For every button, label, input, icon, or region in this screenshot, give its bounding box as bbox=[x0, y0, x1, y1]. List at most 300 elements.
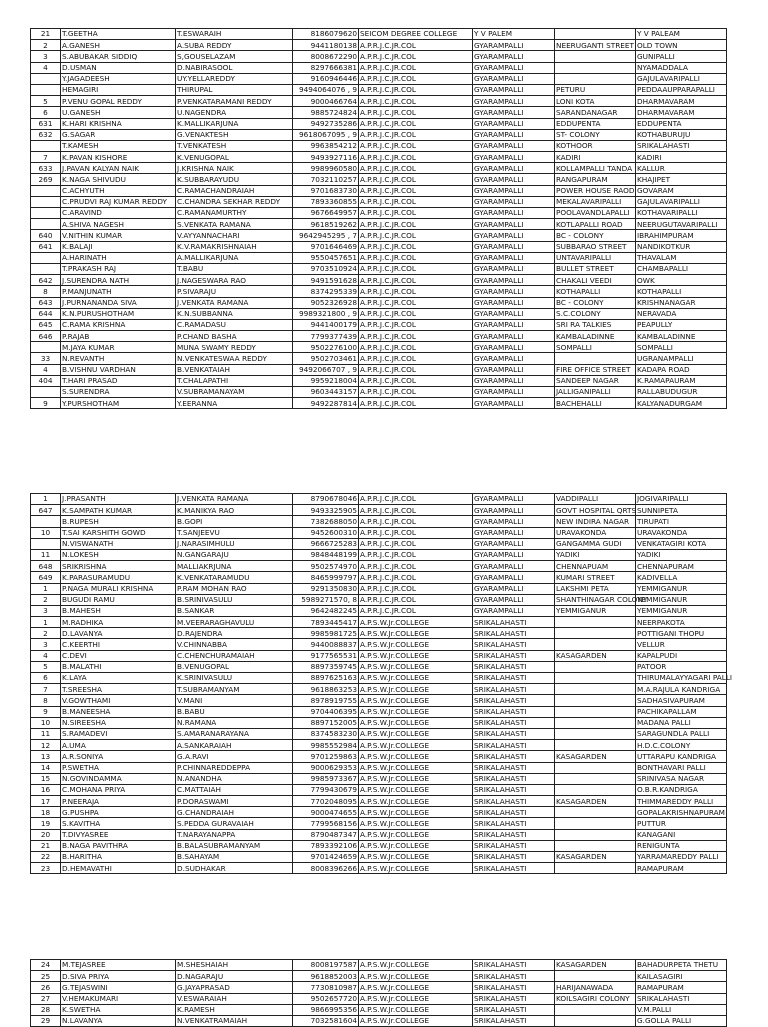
phone-number-cell: 9701646469 bbox=[293, 241, 359, 252]
serial-number-cell: 5 bbox=[31, 96, 61, 107]
student-name-cell: K.BALAJI bbox=[61, 241, 176, 252]
student-name-cell: B.RUPESH bbox=[61, 516, 176, 527]
street-cell: BC - COLONY bbox=[555, 297, 636, 308]
phone-number-cell: 9452600310 bbox=[293, 527, 359, 538]
phone-number-cell: 7382688050 bbox=[293, 516, 359, 527]
table-row bbox=[31, 840, 727, 851]
village-cell: KADIRI bbox=[636, 152, 727, 163]
table-row bbox=[31, 982, 727, 993]
college-cell: A.P.S.W.Jr.COLLEGE bbox=[359, 993, 473, 1004]
student-table-section-2 bbox=[30, 493, 733, 874]
student-name-cell: T.HARI PRASAD bbox=[61, 375, 176, 386]
college-cell: A.P.R.J.C.JR.COL bbox=[359, 208, 473, 219]
village-cell: PACHIKAPALLAM bbox=[636, 706, 727, 717]
serial-number-cell: 2 bbox=[31, 40, 61, 51]
village-cell: PUTTUR bbox=[636, 818, 727, 829]
serial-number-cell: 29 bbox=[31, 1015, 61, 1026]
serial-number-cell: 643 bbox=[31, 297, 61, 308]
college-cell: A.P.S.W.Jr.COLLEGE bbox=[359, 829, 473, 840]
table-row bbox=[31, 639, 727, 650]
table-row bbox=[31, 40, 727, 51]
phone-number-cell: 7730810987 bbox=[293, 982, 359, 993]
street-cell: POWER HOUSE RAOD bbox=[556, 186, 635, 196]
college-place-cell: GYARAMPALLI bbox=[473, 40, 555, 51]
street-cell: LONI KOTA bbox=[555, 96, 636, 107]
college-place-cell: GYARAMPALLI bbox=[473, 387, 555, 398]
phone-number-cell: 9703510924 bbox=[293, 263, 359, 274]
college-place-cell: GYARAMPALLI bbox=[473, 494, 555, 505]
village-cell: CHAMBAPALLI bbox=[636, 263, 727, 274]
phone-number-cell: 8790487347 bbox=[293, 829, 359, 840]
street-cell: YADIKI bbox=[555, 549, 636, 560]
student-name-cell: A.R.SONIYA bbox=[61, 751, 176, 762]
college-cell: A.P.R.J.C.JR.COL bbox=[359, 308, 473, 319]
parent-name-cell: G.A.RAVI bbox=[176, 751, 293, 762]
serial-number-cell bbox=[31, 73, 61, 84]
serial-number-cell: 12 bbox=[31, 740, 61, 751]
table-row bbox=[31, 331, 727, 342]
college-cell: A.P.S.W.Jr.COLLEGE bbox=[359, 617, 473, 628]
college-place-cell: SRIKALAHASTI bbox=[473, 796, 555, 807]
village-cell: KHAJIPET bbox=[636, 174, 727, 185]
student-name-cell: T.PRAKASH RAJ bbox=[61, 263, 176, 274]
student-name-cell: N.GOVINDAMMA bbox=[61, 773, 176, 784]
village-cell: YADIKI bbox=[636, 549, 727, 560]
student-name-cell: P.VENU GOPAL REDDY bbox=[61, 96, 176, 107]
parent-name-cell: J.VENKATA RAMANA bbox=[176, 297, 293, 308]
phone-number-cell: 8008197587 bbox=[293, 960, 359, 971]
college-cell: A.P.R.J.C.JR.COL bbox=[359, 342, 473, 353]
serial-number-cell: 11 bbox=[31, 728, 61, 739]
college-place-cell: SRIKALAHASTI bbox=[473, 982, 555, 993]
parent-name-cell: B.VENKATAIAH bbox=[176, 364, 293, 375]
serial-number-cell: 1 bbox=[31, 583, 61, 594]
serial-number-cell bbox=[31, 208, 61, 219]
street-cell: UNTAVARIPALLI bbox=[555, 252, 636, 263]
phone-number-cell: 7799568156 bbox=[293, 818, 359, 829]
table-row bbox=[31, 818, 727, 829]
phone-number-cell: 9291350830 bbox=[293, 583, 359, 594]
college-place-cell: GYARAMPALLI bbox=[473, 140, 555, 151]
phone-number-cell: 9441180138 bbox=[293, 40, 359, 51]
serial-number-cell: 633 bbox=[31, 163, 61, 174]
college-cell: A.P.R.J.C.JR.COL bbox=[359, 96, 473, 107]
serial-number-cell bbox=[31, 342, 61, 353]
college-cell: A.P.S.W.Jr.COLLEGE bbox=[359, 852, 473, 863]
parent-name-cell: A.MALLIKARJUNA bbox=[176, 252, 293, 263]
table-row bbox=[31, 829, 727, 840]
phone-number-cell: 5989271570, 8 bbox=[293, 594, 359, 605]
parent-name-cell: T.VENKATESH bbox=[176, 140, 293, 151]
phone-number-cell: 8008396266 bbox=[293, 863, 359, 874]
street-cell: ST- COLONY bbox=[555, 129, 636, 140]
student-name-cell: J.PAVAN KALYAN NAIK bbox=[61, 163, 176, 174]
college-place-cell: GYARAMPALLI bbox=[473, 219, 555, 230]
phone-number-cell: 9502657720 bbox=[293, 993, 359, 1004]
phone-number-cell: 8186079620 bbox=[293, 29, 359, 40]
student-name-cell: D.HEMAVATHI bbox=[61, 863, 176, 874]
student-name-cell: C.ACHYUTH bbox=[61, 185, 176, 196]
college-cell: A.P.R.J.C.JR.COL bbox=[359, 62, 473, 73]
serial-number-cell: 23 bbox=[31, 863, 61, 874]
student-name-cell: M.RADHIKA bbox=[61, 617, 176, 628]
college-cell: A.P.R.J.C.JR.COL bbox=[359, 263, 473, 274]
college-cell: A.P.R.J.C.JR.COL bbox=[359, 241, 473, 252]
student-name-cell: T.DIVYASREE bbox=[61, 829, 176, 840]
college-place-cell: SRIKALAHASTI bbox=[473, 829, 555, 840]
village-cell: GOPALAKRISHNAPURAM bbox=[637, 807, 725, 817]
phone-number-cell: 8897625163 bbox=[293, 673, 359, 684]
phone-number-cell: 9701259863 bbox=[293, 751, 359, 762]
street-cell: KAMBALADINNE bbox=[555, 331, 636, 342]
street-cell bbox=[555, 673, 636, 684]
college-place-cell: GYARAMPALLI bbox=[473, 286, 555, 297]
serial-number-cell: 20 bbox=[31, 829, 61, 840]
street-cell bbox=[555, 762, 636, 773]
college-place-cell: GYARAMPALLI bbox=[473, 275, 555, 286]
college-cell: A.P.S.W.Jr.COLLEGE bbox=[359, 728, 473, 739]
street-cell: KASAGARDEN bbox=[555, 751, 636, 762]
phone-number-cell: 9502276100 bbox=[293, 342, 359, 353]
college-cell: A.P.S.W.Jr.COLLEGE bbox=[359, 695, 473, 706]
college-place-cell: GYARAMPALLI bbox=[473, 51, 555, 62]
student-name-cell: P.SWETHA bbox=[61, 762, 176, 773]
college-place-cell: SRIKALAHASTI bbox=[473, 1015, 555, 1026]
village-cell: IBRAHIMPURAM bbox=[636, 230, 727, 241]
phone-number-cell: 9160946446 bbox=[293, 73, 359, 84]
serial-number-cell bbox=[31, 196, 61, 207]
parent-name-cell: V.CHINNABBA bbox=[176, 639, 293, 650]
serial-number-cell: 22 bbox=[31, 852, 61, 863]
student-name-cell: D.USMAN bbox=[61, 62, 176, 73]
college-cell: A.P.S.W.Jr.COLLEGE bbox=[359, 863, 473, 874]
serial-number-cell: 7 bbox=[31, 152, 61, 163]
student-name-cell: C.KEERTHI bbox=[61, 639, 176, 650]
serial-number-cell: 11 bbox=[31, 549, 61, 560]
college-cell: A.P.R.J.C.JR.COL bbox=[359, 252, 473, 263]
college-place-cell: GYARAMPALLI bbox=[473, 297, 555, 308]
college-cell: A.P.S.W.Jr.COLLEGE bbox=[359, 1004, 473, 1015]
parent-name-cell: S.VENKATA RAMANA bbox=[176, 219, 293, 230]
parent-name-cell: D.SUDHAKAR bbox=[176, 863, 293, 874]
parent-name-cell: D.NAGARAJU bbox=[176, 971, 293, 982]
street-cell bbox=[555, 971, 636, 982]
village-cell: KOTHABURUJU bbox=[636, 129, 727, 140]
college-place-cell: GYARAMPALLI bbox=[473, 129, 555, 140]
student-name-cell: HEMAGIRI bbox=[61, 84, 176, 95]
serial-number-cell bbox=[31, 252, 61, 263]
village-cell: NEERUGUTAVARIPALLI bbox=[636, 219, 727, 230]
village-cell: KADAPA ROAD bbox=[636, 364, 727, 375]
college-cell: A.P.R.J.C.JR.COL bbox=[359, 538, 473, 549]
student-name-cell: B.MANEESHA bbox=[61, 706, 176, 717]
phone-number-cell: 9666725283 bbox=[293, 538, 359, 549]
college-cell: A.P.R.J.C.JR.COL bbox=[359, 505, 473, 516]
parent-name-cell: P.RAM MOHAN RAO bbox=[176, 583, 293, 594]
parent-name-cell: K.N.SUBBANNA bbox=[176, 308, 293, 319]
parent-name-cell: N.VENKATESWAA REDDY bbox=[176, 353, 293, 364]
college-cell: A.P.R.J.C.JR.COL bbox=[359, 549, 473, 560]
table-row bbox=[31, 29, 727, 40]
table-row bbox=[31, 230, 727, 241]
street-cell: KUMARI STREET bbox=[555, 572, 636, 583]
parent-name-cell: K.VENUGOPAL bbox=[176, 152, 293, 163]
student-name-cell: D.LAVANYA bbox=[61, 628, 176, 639]
college-cell: A.P.S.W.Jr.COLLEGE bbox=[359, 971, 473, 982]
village-cell: YEMMIGANUR bbox=[636, 594, 727, 605]
serial-number-cell: 18 bbox=[31, 807, 61, 818]
street-cell: KOTHOOR bbox=[555, 140, 636, 151]
serial-number-cell: 649 bbox=[31, 572, 61, 583]
college-cell: A.P.R.J.C.JR.COL bbox=[359, 73, 473, 84]
serial-number-cell: 640 bbox=[31, 230, 61, 241]
college-place-cell: SRIKALAHASTI bbox=[473, 639, 555, 650]
street-cell: PETURU bbox=[555, 84, 636, 95]
college-cell: A.P.R.J.C.JR.COL bbox=[359, 516, 473, 527]
phone-number-cell: 7893392106 bbox=[293, 840, 359, 851]
college-place-cell: GYARAMPALLI bbox=[473, 252, 555, 263]
serial-number-cell: 1 bbox=[31, 617, 61, 628]
phone-number-cell: 9963854212 bbox=[293, 140, 359, 151]
table-row bbox=[31, 993, 727, 1004]
college-cell: A.P.S.W.Jr.COLLEGE bbox=[359, 796, 473, 807]
street-cell: POOLAVANDLAPALLI bbox=[555, 208, 636, 219]
phone-number-cell: 9701683730 bbox=[293, 185, 359, 196]
serial-number-cell: 642 bbox=[31, 275, 61, 286]
college-cell: A.P.R.J.C.JR.COL bbox=[359, 140, 473, 151]
table-row bbox=[31, 971, 727, 982]
serial-number-cell: 16 bbox=[31, 784, 61, 795]
student-name-cell: C.PRUDVI RAJ KUMAR REDDY bbox=[61, 196, 176, 207]
college-place-cell: SRIKALAHASTI bbox=[473, 762, 555, 773]
student-name-cell: A.GANESH bbox=[61, 40, 176, 51]
parent-name-cell: K.VENKATARAMUDU bbox=[176, 572, 293, 583]
student-name-cell: T.KAMESH bbox=[61, 140, 176, 151]
college-cell: A.P.R.J.C.JR.COL bbox=[359, 230, 473, 241]
student-name-cell: P.RAJAB bbox=[61, 331, 176, 342]
phone-number-cell: 7893360855 bbox=[293, 196, 359, 207]
village-cell: VELLUR bbox=[636, 639, 727, 650]
college-place-cell: GYARAMPALLI bbox=[473, 163, 555, 174]
parent-name-cell: B.SRINIVASULU bbox=[176, 594, 293, 605]
village-cell: SRIKALAHASTI bbox=[636, 993, 727, 1004]
street-cell: KASAGARDEN bbox=[555, 852, 636, 863]
serial-number-cell: 2 bbox=[31, 628, 61, 639]
college-place-cell: GYARAMPALLI bbox=[473, 208, 555, 219]
street-cell: MEKALAVARIPALLI bbox=[555, 196, 636, 207]
college-place-cell: SRIKALAHASTI bbox=[473, 840, 555, 851]
street-cell bbox=[555, 863, 636, 874]
table-row bbox=[31, 286, 727, 297]
street-cell bbox=[555, 829, 636, 840]
village-cell: KAMBALADINNE bbox=[636, 331, 727, 342]
parent-name-cell: A.SUBA REDDY bbox=[176, 40, 293, 51]
student-name-cell: G.SAGAR bbox=[61, 129, 176, 140]
street-cell bbox=[555, 29, 636, 40]
table-row bbox=[31, 84, 727, 95]
phone-number-cell: 9885724824 bbox=[293, 107, 359, 118]
phone-number-cell: 9985973367 bbox=[293, 773, 359, 784]
village-cell: RENIGUNTA bbox=[636, 840, 727, 851]
phone-number-cell: 9701424659 bbox=[293, 852, 359, 863]
table-row bbox=[31, 140, 727, 151]
college-place-cell: Y V PALEM bbox=[473, 29, 555, 40]
village-cell: K.RAMAPAURAM bbox=[636, 375, 727, 386]
college-cell: A.P.S.W.Jr.COLLEGE bbox=[359, 982, 473, 993]
parent-name-cell: V.ESWARAIAH bbox=[176, 993, 293, 1004]
village-cell: PEDDAAUPPARAPALLI bbox=[636, 84, 727, 95]
college-place-cell: SRIKALAHASTI bbox=[473, 971, 555, 982]
college-place-cell: GYARAMPALLI bbox=[473, 561, 555, 572]
street-cell: KASAGARDEN bbox=[555, 650, 636, 661]
serial-number-cell: 13 bbox=[31, 751, 61, 762]
parent-name-cell: T.ESWARAIH bbox=[176, 29, 293, 40]
village-cell: NANDIKOTKUR bbox=[636, 241, 727, 252]
street-cell: BACHEHALLI bbox=[555, 398, 636, 409]
college-cell: A.P.S.W.Jr.COLLEGE bbox=[359, 1015, 473, 1026]
phone-number-cell: 9000466764 bbox=[293, 96, 359, 107]
phone-number-cell: 9989321800 , 9 bbox=[293, 308, 359, 319]
street-cell: BULLET STREET bbox=[555, 263, 636, 274]
college-place-cell: SRIKALAHASTI bbox=[473, 960, 555, 971]
street-cell bbox=[555, 1015, 636, 1026]
serial-number-cell: 3 bbox=[31, 605, 61, 616]
college-place-cell: SRIKALAHASTI bbox=[473, 695, 555, 706]
serial-number-cell: 645 bbox=[31, 319, 61, 330]
student-name-cell: K.PARASURAMUDU bbox=[61, 572, 176, 583]
parent-name-cell: K.MALLIKARJUNA bbox=[176, 118, 293, 129]
parent-name-cell: M.VEERARAGHAVULU bbox=[176, 617, 293, 628]
table-row bbox=[31, 617, 727, 628]
table-row bbox=[31, 960, 727, 971]
table-row bbox=[31, 628, 727, 639]
college-cell: A.P.R.J.C.JR.COL bbox=[359, 364, 473, 375]
parent-name-cell: MALLIAKRJUNA bbox=[176, 561, 293, 572]
village-cell: Y V PALEAM bbox=[636, 29, 727, 40]
college-cell: A.P.R.J.C.JR.COL bbox=[359, 583, 473, 594]
street-cell: KASAGARDEN bbox=[555, 796, 636, 807]
college-place-cell: SRIKALAHASTI bbox=[473, 818, 555, 829]
parent-name-cell: S.AMARANARAYANA bbox=[176, 728, 293, 739]
table-row bbox=[31, 796, 727, 807]
serial-number-cell: 632 bbox=[31, 129, 61, 140]
parent-name-cell: P.CHINNAREDDEPPA bbox=[176, 762, 293, 773]
college-cell: A.P.R.J.C.JR.COL bbox=[359, 174, 473, 185]
table-row bbox=[31, 185, 727, 196]
table-row bbox=[31, 583, 727, 594]
student-name-cell: P.NAGA MURALI KRISHNA bbox=[61, 583, 176, 594]
college-place-cell: GYARAMPALLI bbox=[473, 516, 555, 527]
college-place-cell: SRIKALAHASTI bbox=[473, 1004, 555, 1015]
parent-name-cell: C.CHENCHURAMAIAH bbox=[176, 650, 293, 661]
village-cell: G.GOLLA PALLI bbox=[636, 1015, 727, 1026]
college-place-cell: GYARAMPALLI bbox=[473, 319, 555, 330]
serial-number-cell: 5 bbox=[31, 661, 61, 672]
parent-name-cell: C.RAMACHANDRAIAH bbox=[176, 185, 293, 196]
table-row bbox=[31, 807, 727, 818]
village-cell: NEERPAKOTA bbox=[636, 617, 727, 628]
phone-number-cell: 9985981725 bbox=[293, 628, 359, 639]
table-row bbox=[31, 1004, 727, 1015]
street-cell: GOVT HOSPITAL QRTS bbox=[556, 505, 637, 515]
parent-name-cell: N.ANANDHA bbox=[176, 773, 293, 784]
college-place-cell: SRIKALAHASTI bbox=[473, 617, 555, 628]
parent-name-cell: B.VENUGOPAL bbox=[176, 661, 293, 672]
street-cell bbox=[555, 617, 636, 628]
table-row bbox=[31, 762, 727, 773]
parent-name-cell: J.NARASIMHULU bbox=[176, 538, 293, 549]
street-cell bbox=[555, 51, 636, 62]
student-table-section-3 bbox=[30, 959, 727, 1027]
parent-name-cell: G.VENAKTESH bbox=[176, 129, 293, 140]
student-name-cell: SRIKRISHNA bbox=[61, 561, 176, 572]
table-row bbox=[31, 107, 727, 118]
table-row bbox=[31, 773, 727, 784]
street-cell bbox=[555, 740, 636, 751]
phone-number-cell: 9502703461 bbox=[293, 353, 359, 364]
parent-name-cell: U.NAGENDRA bbox=[176, 107, 293, 118]
serial-number-cell: 648 bbox=[31, 561, 61, 572]
street-cell bbox=[555, 807, 636, 818]
street-cell: URAVAKONDA bbox=[555, 527, 636, 538]
serial-number-cell bbox=[31, 387, 61, 398]
table-row bbox=[31, 297, 727, 308]
student-name-cell: B.VISHNU VARDHAN bbox=[61, 364, 176, 375]
college-place-cell: SRIKALAHASTI bbox=[473, 784, 555, 795]
village-cell: EDDUPENTA bbox=[636, 118, 727, 129]
college-place-cell: SRIKALAHASTI bbox=[473, 673, 555, 684]
college-place-cell: SRIKALAHASTI bbox=[473, 807, 555, 818]
phone-number-cell: 9618067095 , 9 bbox=[293, 129, 359, 140]
student-name-cell: C.RAMA KRISHNA bbox=[61, 319, 176, 330]
village-cell: JOGIVARIPALLI bbox=[636, 494, 727, 505]
student-name-cell: T.SREESHA bbox=[61, 684, 176, 695]
table-row bbox=[31, 728, 727, 739]
college-cell: A.P.R.J.C.JR.COL bbox=[359, 163, 473, 174]
parent-name-cell: C.CHANDRA SEKHAR REDDY bbox=[176, 196, 293, 207]
phone-number-cell: 8897152005 bbox=[293, 717, 359, 728]
serial-number-cell bbox=[31, 140, 61, 151]
phone-number-cell: 9492066707 , 9 bbox=[293, 364, 359, 375]
student-name-cell: S.SURENDRA bbox=[61, 387, 176, 398]
street-cell: JALLIGANIPALLI bbox=[555, 387, 636, 398]
table-row bbox=[31, 241, 727, 252]
phone-number-cell: 9959218004 bbox=[293, 375, 359, 386]
parent-name-cell: T.CHALAPATHI bbox=[176, 375, 293, 386]
table-row bbox=[31, 527, 727, 538]
serial-number-cell bbox=[31, 185, 61, 196]
serial-number-cell: 21 bbox=[31, 29, 61, 40]
college-cell: A.P.S.W.Jr.COLLEGE bbox=[359, 751, 473, 762]
student-name-cell: J.SURENDRA NATH bbox=[61, 275, 176, 286]
street-cell bbox=[555, 661, 636, 672]
table-row bbox=[31, 505, 727, 516]
serial-number-cell: 26 bbox=[31, 982, 61, 993]
college-cell: A.P.R.J.C.JR.COL bbox=[359, 398, 473, 409]
student-name-cell: B.HARITHA bbox=[61, 852, 176, 863]
student-name-cell: K.SWETHA bbox=[61, 1004, 176, 1015]
phone-number-cell: 9441400179 bbox=[293, 319, 359, 330]
student-table-section-1 bbox=[30, 28, 727, 409]
college-place-cell: SRIKALAHASTI bbox=[473, 751, 555, 762]
parent-name-cell: A.SANKARAIAH bbox=[176, 740, 293, 751]
college-place-cell: GYARAMPALLI bbox=[473, 331, 555, 342]
street-cell: NEERUGANTI STREET bbox=[556, 40, 634, 50]
phone-number-cell: 8374583230 bbox=[293, 728, 359, 739]
serial-number-cell: 4 bbox=[31, 650, 61, 661]
parent-name-cell: T.SUBRAMANYAM bbox=[176, 684, 293, 695]
table-row bbox=[31, 129, 727, 140]
